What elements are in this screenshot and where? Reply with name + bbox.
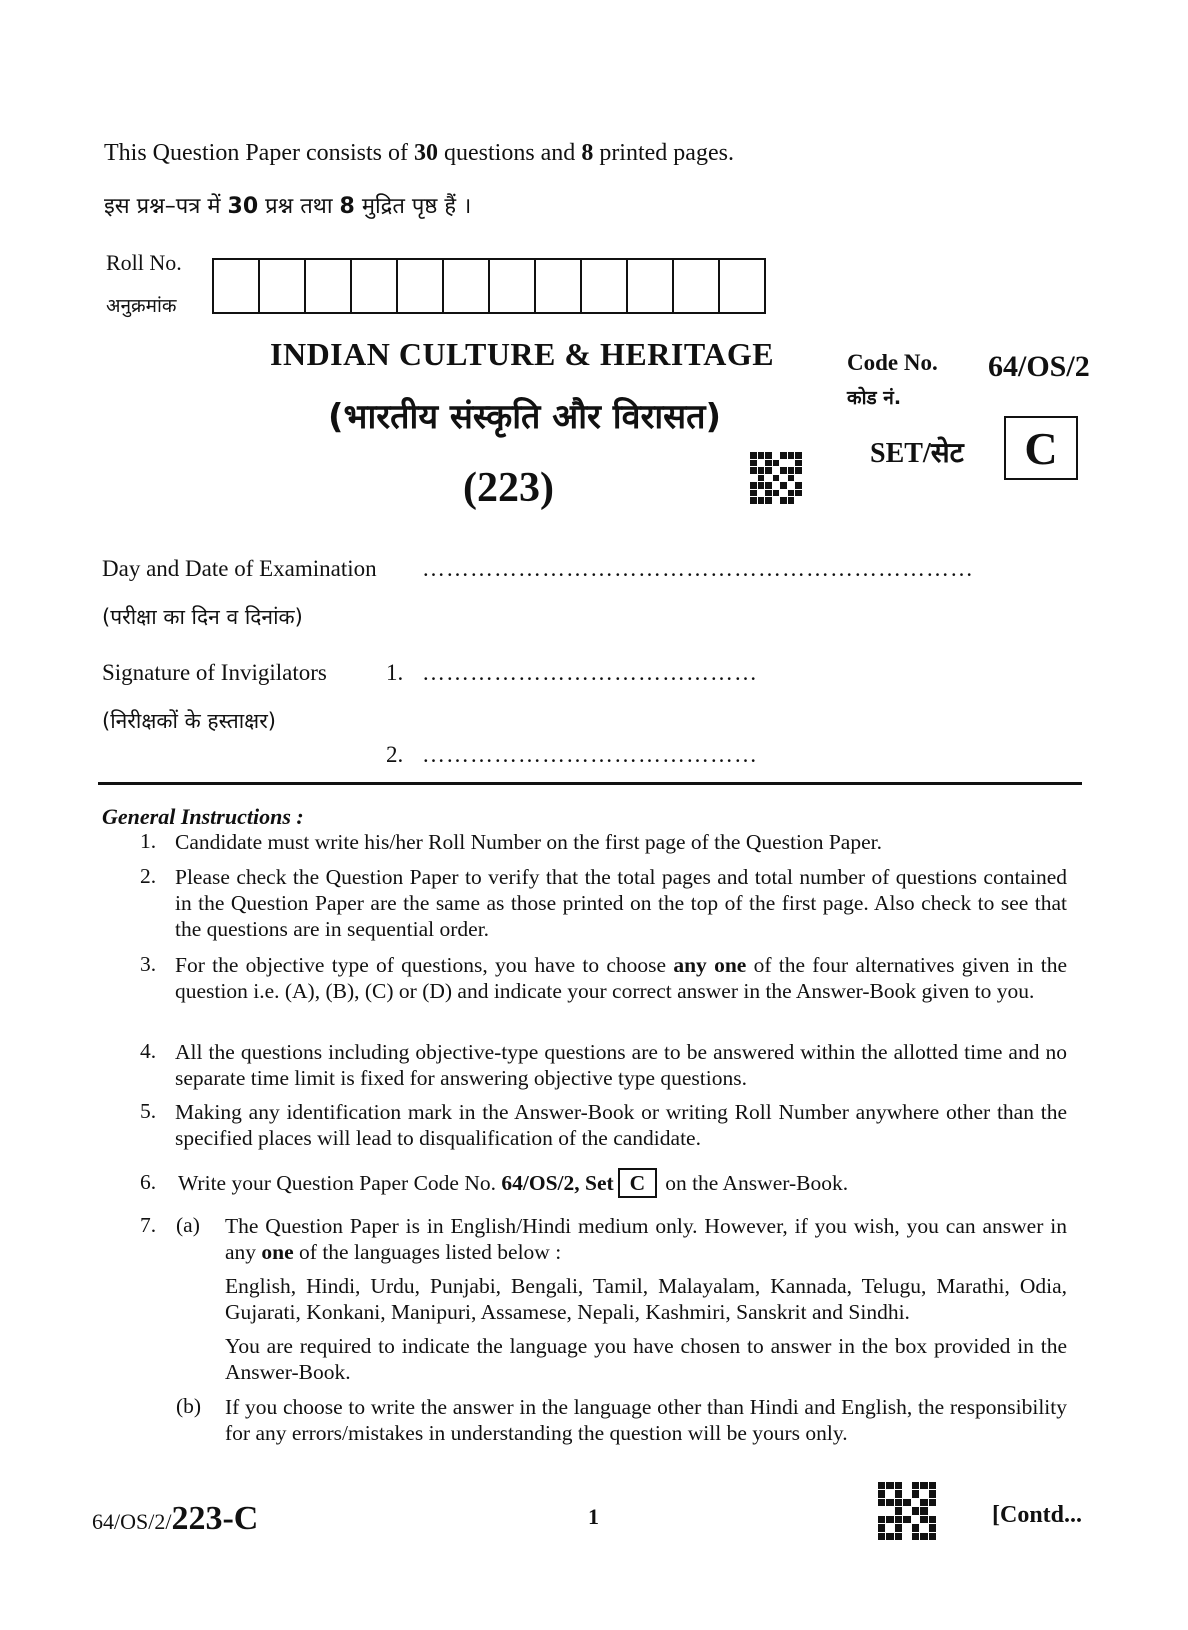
language-list: English, Hindi, Urdu, Punjabi, Bengali, Tamil, Malayalam, Kannada, Telugu, Marathi, Odia, Gujarati, Konkani, Manipuri, Assamese, Nepali, Kashmiri, Sanskrit and Sindhi. bbox=[225, 1274, 1067, 1324]
roll-box[interactable] bbox=[720, 258, 766, 314]
signature-1-number: 1. bbox=[386, 660, 404, 685]
roll-box[interactable] bbox=[674, 258, 720, 314]
footer-paper-code: 64/OS/2/223-C bbox=[92, 1500, 259, 1537]
instruction-item: Candidate must write his/her Roll Number on the first page of the Question Paper. bbox=[175, 830, 882, 854]
subject-title: INDIAN CULTURE & HERITAGE bbox=[270, 336, 775, 372]
signature-2-field[interactable]: …………………………………… bbox=[422, 742, 758, 767]
roll-number-label: Roll No. bbox=[106, 250, 182, 275]
paper-info-hi: इस प्रश्न–पत्र में 30 प्रश्न तथा 8 मुद्रित पृष्ठ हैं । bbox=[104, 194, 472, 219]
instruction-number: 2. bbox=[140, 864, 157, 888]
set-label: SET/सेट bbox=[870, 438, 964, 469]
continued-label: [Contd... bbox=[992, 1502, 1083, 1528]
roll-box[interactable] bbox=[212, 258, 260, 314]
roll-box[interactable] bbox=[490, 258, 536, 314]
signature-2-number: 2. bbox=[386, 742, 404, 767]
roll-box[interactable] bbox=[306, 258, 352, 314]
instruction-number: 5. bbox=[140, 1099, 157, 1123]
instruction-item: Making any identification mark in the Answer-Book or writing Roll Number anywhere other than the specified places will lead to disqualification of the candidate. bbox=[175, 1100, 1067, 1150]
instruction-number: 1. bbox=[140, 829, 157, 853]
signature-1-field[interactable]: …………………………………… bbox=[422, 660, 758, 685]
roll-box[interactable] bbox=[628, 258, 674, 314]
instructions-heading: General Instructions : bbox=[102, 804, 304, 829]
code-label: Code No. bbox=[847, 350, 938, 375]
sub-item-label: (a) bbox=[176, 1213, 200, 1237]
subject-title-hi: (भारतीय संस्कृति और विरासत) bbox=[328, 397, 722, 437]
instruction-sub-item: If you choose to write the answer in the language other than Hindi and English, the responsibility for any errors/mistakes in understanding the question will be yours only. bbox=[225, 1395, 1067, 1445]
roll-box[interactable] bbox=[260, 258, 306, 314]
roll-number-label-hi: अनुक्रमांक bbox=[106, 295, 177, 317]
instruction-item: All the questions including objective-type questions are to be answered within the allotted time and no separate time limit is fixed for answering objective type questions. bbox=[175, 1040, 1067, 1090]
set-inline-box: C bbox=[618, 1168, 658, 1198]
set-value-box: C bbox=[1004, 416, 1078, 480]
code-value: 64/OS/2 bbox=[988, 350, 1090, 383]
divider bbox=[98, 782, 1082, 785]
invigilator-signature-label: Signature of Invigilators bbox=[102, 660, 327, 685]
roll-box[interactable] bbox=[444, 258, 490, 314]
instruction-item: For the objective type of questions, you have to choose any one of the four alternatives given in the question i.e. (A), (B), (C) or (D) and indicate your correct answer in the Answer-Book given to you. bbox=[175, 953, 1068, 1003]
instruction-item: Please check the Question Paper to verify that the total pages and total number of questions contained in the Question Paper are the same as those printed on the top of the first page. Also check to see that the questions are in sequential order. bbox=[175, 865, 1067, 941]
language-instruction: You are required to indicate the language you have chosen to answer in the box provided in the Answer-Book. bbox=[225, 1334, 1067, 1384]
exam-date-label-hi: (परीक्षा का दिन व दिनांक) bbox=[102, 605, 303, 629]
page-number: 1 bbox=[588, 1504, 599, 1529]
instruction-sub-item: The Question Paper is in English/Hindi medium only. However, if you wish, you can answer in any one of the languages listed below : bbox=[225, 1214, 1067, 1264]
roll-number-boxes[interactable] bbox=[212, 258, 766, 314]
instruction-number: 7. bbox=[140, 1213, 157, 1237]
exam-date-label: Day and Date of Examination bbox=[102, 556, 377, 581]
roll-box[interactable] bbox=[352, 258, 398, 314]
instruction-item: Write your Question Paper Code No. 64/OS/2, Set C on the Answer-Book. bbox=[178, 1168, 848, 1198]
code-label-hi: कोड नं. bbox=[847, 387, 902, 409]
invigilator-signature-label-hi: (निरीक्षकों के हस्ताक्षर) bbox=[102, 709, 276, 733]
paper-info-en: This Question Paper consists of 30 questions and 8 printed pages. bbox=[104, 140, 734, 166]
instruction-number: 3. bbox=[140, 952, 157, 976]
qr-code-icon bbox=[878, 1482, 936, 1540]
roll-box[interactable] bbox=[582, 258, 628, 314]
roll-box[interactable] bbox=[536, 258, 582, 314]
subject-code: (223) bbox=[463, 465, 554, 511]
roll-box[interactable] bbox=[398, 258, 444, 314]
instruction-number: 4. bbox=[140, 1039, 157, 1063]
instruction-number: 6. bbox=[140, 1170, 157, 1194]
qr-code-icon bbox=[750, 452, 802, 504]
exam-date-field[interactable]: …………………………………………………………… bbox=[422, 556, 974, 581]
sub-item-label: (b) bbox=[176, 1394, 202, 1418]
